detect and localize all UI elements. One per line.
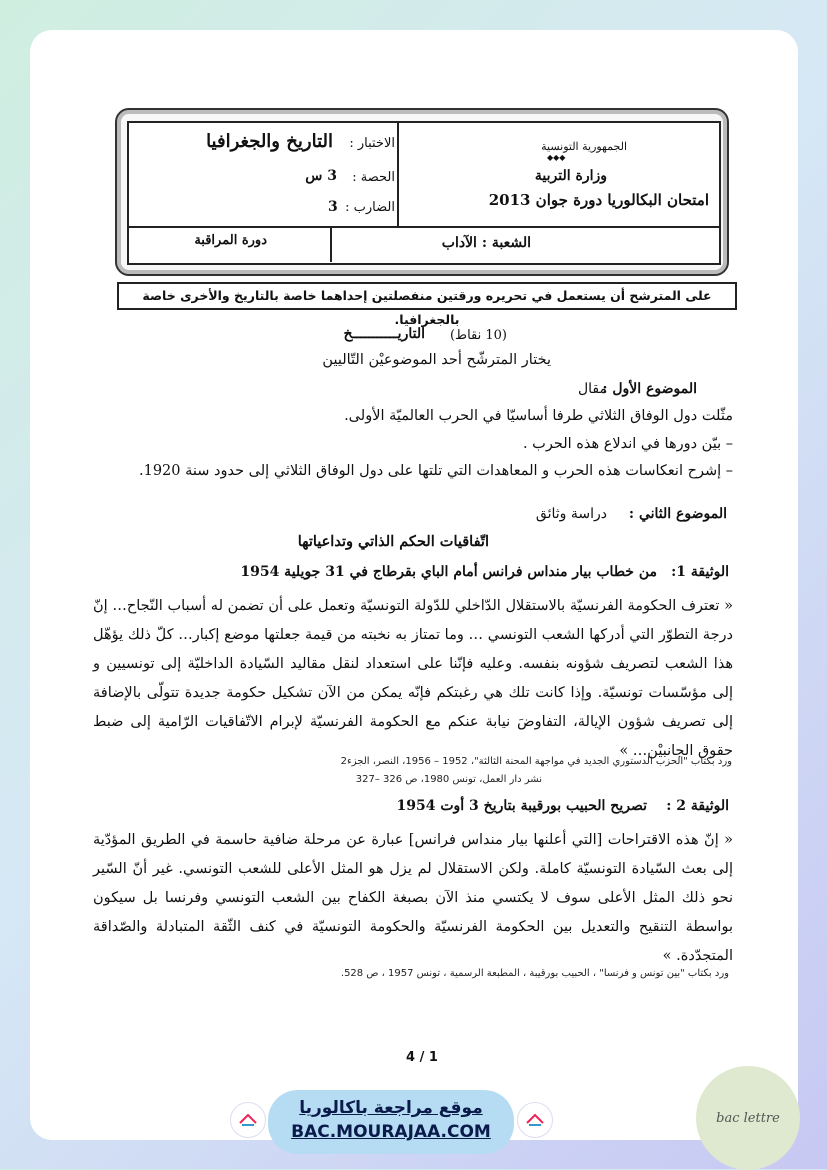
stars-ornament: ◆◆◆ bbox=[547, 153, 566, 162]
history-heading: التاريـــــــــــخ bbox=[343, 326, 425, 342]
site-logo-icon bbox=[230, 1102, 266, 1138]
coefficient-label: الضارب : bbox=[345, 200, 395, 215]
branch-label: الشعبة : الآداب bbox=[441, 235, 531, 251]
topic1-line: – إشرح انعكاسات هذه الحرب و المعاهدات التي تلتها على دول الوفاق الثلاثي إلى حدود سنة 1920. bbox=[139, 463, 733, 479]
notice-banner: على المترشح أن يستعمل في تحريره ورقتين منفصلتين إحداهما خاصة بالتاريخ والأخرى خاصة بالجغرافيا. bbox=[117, 282, 737, 310]
topic2-type: دراسة وثائق bbox=[535, 506, 607, 522]
doc1-label: الوثيقة 1: bbox=[671, 564, 729, 580]
doc2-title: تصريح الحبيب بورقيبة بتاريخ 3 أوت 1954 bbox=[396, 798, 647, 814]
doc1-source: نشر دار العمل، تونس 1980، ص 326 –327 bbox=[355, 774, 542, 785]
subject-value: التاريخ والجغرافيا bbox=[206, 131, 333, 152]
topic2-title: اتّفاقيات الحكم الذاتي وتداعياتها bbox=[297, 533, 489, 550]
site-logo-icon bbox=[517, 1102, 553, 1138]
topic2-label: الموضوع الثاني : bbox=[628, 506, 727, 522]
doc1-title: من خطاب بيار منداس فرانس أمام الباي بقرطاج في 31 جويلية 1954 bbox=[240, 564, 657, 580]
bac-lettre-badge bbox=[696, 1066, 800, 1170]
history-instruction: يختار المترشّح أحد الموضوعيْن التّاليين bbox=[322, 352, 551, 368]
country-name: الجمهورية التونسية bbox=[541, 140, 627, 153]
doc2-text: « إنّ هذه الاقتراحات [التي أعلنها بيار منداس فرانس] عبارة عن مرحلة ضافية حاسمة في الطريق المؤدّية إلى بعث السّيادة التونسيّة كاملة. ولكن الاستقلال لم يزل هو المثل الأعلى للشعب التونسي. غير أنّ السّير نحو ذلك المثل الأعلى سوف لا يكتسي منذ الآن بصبغة الكفاح بين الشعب التونسي وفرنسا بل سيكون بواسطة التنقيح والتعديل بين الحكومة الفرنسيّة والحكومة التونسيّة في كنف الثّقة المتبادلة والصّداقة المتجدّدة. » bbox=[93, 832, 733, 964]
session-label: دورة المراقبة bbox=[194, 233, 267, 248]
doc2-source: ورد بكتاب "بين تونس و فرنسا" ، الحبيب بورقيبة ، المطبعة الرسمية ، تونس 1957 ، ص 528. bbox=[340, 968, 729, 979]
badge-text: bac lettre bbox=[716, 1110, 780, 1126]
header-divider bbox=[127, 226, 719, 228]
duration-label: الحصة : bbox=[352, 170, 395, 185]
coefficient-value: 3 bbox=[328, 199, 338, 215]
site-url[interactable]: BAC.MOURAJAA.COM bbox=[291, 1122, 491, 1142]
doc2-label: الوثيقة 2 : bbox=[666, 798, 729, 814]
subject-label: الاختبار : bbox=[349, 136, 395, 151]
history-points: (10 نقاط) bbox=[449, 328, 507, 343]
duration-value: 3 س bbox=[305, 168, 337, 184]
doc1-text: « تعترف الحكومة الفرنسيّة بالاستقلال الدّاخلي للدّولة التونسيّة وتعمل على أن تضمن له أسباب النّجاح… إنّ درجة التطوّر التي أدركها الشعب التونسي … وما تمتاز به نخبته من قيمة جعلتها موضع إكبار… كلّ ذلك يؤهّل هذا الشعب لتصريف شؤونه بنفسه. وعليه فإنّنا على استعداد لنقل مقاليد السّيادة الداخليّة إلى تونسيين و إلى مؤسّسات تونسيّة. وإذا كانت تلك هي رغبتكم فإنّه يمكن من الآن تشكيل حكومة جديدة تتولّى بالإضافة إلى تصريف شؤون الإيالة، التفاوضَ نيابة عنكم مع الحكومة الفرنسيّة لإبرام الاتّفاقيات الرّامية إلى ضبط حقوق الجانبيْن… » bbox=[93, 598, 733, 759]
topic1-line: مثّلت دول الوفاق الثلاثي طرفا أساسيّا في الحرب العالميّة الأولى. bbox=[344, 408, 733, 424]
topic1-line: – بيّن دورها في اندلاع هذه الحرب . bbox=[522, 436, 733, 452]
topic1-label: الموضوع الأول : bbox=[602, 381, 697, 397]
site-link[interactable] bbox=[268, 1090, 514, 1154]
topic1-type: مقال bbox=[577, 381, 607, 397]
site-name[interactable]: موقع مراجعة باكالوريا bbox=[299, 1098, 483, 1118]
page-number: 4 / 1 bbox=[406, 1050, 438, 1065]
ministry-name: وزارة التربية bbox=[534, 168, 607, 184]
exam-title: امتحان البكالوريا دورة جوان 2013 bbox=[488, 191, 709, 209]
header-divider bbox=[330, 226, 332, 262]
header-divider bbox=[397, 121, 399, 228]
doc1-source: ورد بكتاب "الحزب الدستوري الجديد في مواجهة المحنة الثالثة"، 1952 – 1956، النصر، الجزء2 bbox=[340, 756, 732, 767]
